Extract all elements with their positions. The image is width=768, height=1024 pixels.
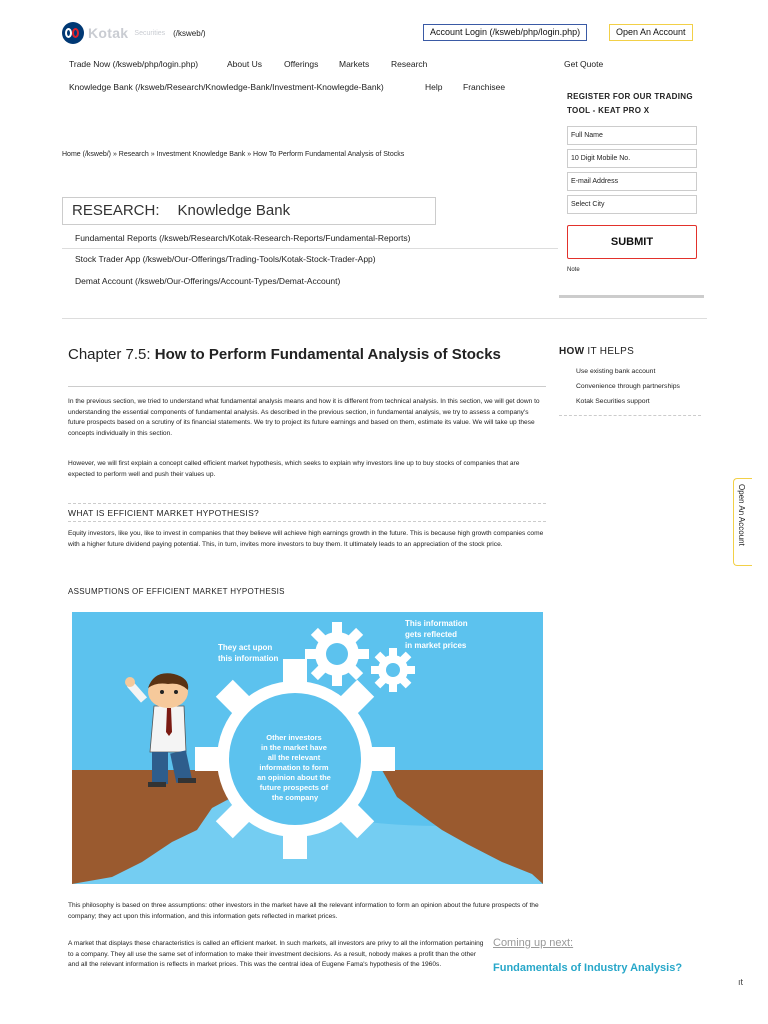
sublink-fundamental-reports[interactable]: Fundamental Reports (/ksweb/Research/Kotak-Research-Reports/Fundamental-Reports) (75, 233, 411, 243)
paragraph-emh: Equity investors, like you, like to invest in companies that they believe will achieve high earnings growth in the future. This is because high growth companies come with a higher future dividend paying potential. This, in turn, invites more investors to buy them. It ultimately leads to an appreciation of the stock price. (68, 530, 544, 548)
form-note: Note (567, 267, 580, 273)
breadcrumb[interactable]: Home (/ksweb/) » Research » Investment Knowledge Bank » How To Perform Fundamental Analysis of Stocks (62, 151, 405, 158)
nav-research[interactable]: Research (391, 59, 428, 69)
heading-assumptions: ASSUMPTIONS OF EFFICIENT MARKET HYPOTHESIS (68, 587, 285, 596)
mobile-field[interactable]: 10 Digit Mobile No. (567, 149, 697, 168)
open-account-side-tab[interactable] (733, 478, 752, 566)
divider (559, 415, 701, 416)
page-title (68, 345, 538, 364)
chapter-title: How to Perform Fundamental Analysis of Stocks (150, 346, 501, 363)
label-center-line: Other investors (266, 733, 322, 742)
nav-offerings[interactable]: Offerings (284, 59, 319, 69)
label-right-line: This information (405, 619, 468, 628)
label-right-line: in market prices (405, 641, 467, 650)
label-center-line: information to form (259, 763, 329, 772)
kotak-logo-icon (62, 22, 84, 44)
help-item-bank[interactable]: Use existing bank account (576, 368, 656, 375)
label-center-line: in the market have (261, 743, 327, 752)
scroll-glyph: ıt (738, 977, 744, 987)
research-section: Knowledge Bank (177, 202, 291, 219)
paragraph-intro: In the previous section, we tried to understand what fundamental analysis means and how it is different from technical analysis. In this section, we will get down to understanding the essential components of fundamental analysis. As described in the previous section, in fundamental analysis, we try to assess a company's future prospects based on a scrutiny of its financial statements. We try to project its future earnings and based on them, estimate its value. We will take up these concepts individually in this section. (68, 398, 540, 437)
full-name-field[interactable]: Full Name (567, 126, 697, 145)
divider (68, 521, 546, 522)
logo-text: Kotak (88, 25, 129, 41)
sublink-stock-trader-app[interactable]: Stock Trader App (/ksweb/Our-Offerings/Trading-Tools/Kotak-Stock-Trader-App) (75, 254, 376, 264)
title-underline (68, 386, 546, 387)
label-left-line: this information (218, 654, 279, 663)
nav-help[interactable]: Help (425, 82, 443, 92)
label-center-line: an opinion about the (257, 773, 331, 782)
divider (68, 503, 546, 504)
email-field[interactable]: E-mail Address (567, 172, 697, 191)
small-gear-icon (305, 622, 369, 686)
divider (62, 248, 558, 249)
coming-up-label: Coming up next: (493, 937, 574, 949)
chapter-number: Chapter 7.5: (68, 346, 151, 363)
account-login-button[interactable]: Account Login (/ksweb/php/login.php) (423, 24, 587, 41)
paragraph-emh-intro: However, we will first explain a concept called efficient market hypothesis, which seeks to explain why investors line up to buy stocks of companies that are expected to perform well and push their values up. (68, 460, 520, 478)
label-center-line: all the relevant (267, 753, 321, 762)
illustration-label-center (257, 733, 333, 802)
how-it-helps-title (559, 346, 634, 357)
heading-emh: WHAT IS EFFICIENT MARKET HYPOTHESIS? (68, 508, 260, 518)
how-rest: IT HELPS (584, 346, 635, 357)
logo-sub: Securities (134, 29, 166, 37)
paragraph-efficient-market: A market that displays these characteristics is called an efficient market. In such markets, all investors are privy to all the information pertaining to a company. They all use the same set of information to make their investment decisions. As a result, nobody makes a profit than the other and all the relevant information is reflects in market prices. This was the central idea of Eugene Fama's hypothesis of the 1960s. (68, 940, 484, 968)
home-link[interactable]: (/ksweb/) (173, 28, 206, 38)
nav-markets[interactable]: Markets (339, 59, 370, 69)
sublink-demat-account[interactable]: Demat Account (/ksweb/Our-Offerings/Account-Types/Demat-Account) (75, 276, 341, 286)
submit-button[interactable]: SUBMIT (567, 225, 697, 259)
help-item-partnerships[interactable]: Convenience through partnerships (576, 383, 680, 390)
city-select[interactable]: Select City (567, 195, 697, 214)
label-center-line: the company (271, 793, 319, 802)
paragraph-assumptions: This philosophy is based on three assumptions: other investors in the market have all the relevant information to form an opinion about the future prospects of the company; they act upon this information, and this information gets reflected in market prices. (68, 902, 539, 920)
research-label: RESEARCH: (72, 202, 160, 219)
nav-about-us[interactable]: About Us (227, 59, 262, 69)
nav-knowledge-bank[interactable]: Knowledge Bank (/ksweb/Research/Knowledge-Bank/Investment-Knowlegde-Bank) (69, 82, 384, 92)
nav-franchisee[interactable]: Franchisee (463, 82, 506, 92)
research-header (62, 197, 436, 225)
nav-trade-now[interactable]: Trade Now (/ksweb/php/login.php) (69, 59, 199, 69)
next-article-link[interactable]: Fundamentals of Industry Analysis? (493, 962, 683, 974)
label-left-line: They act upon (218, 643, 273, 652)
how-bold: HOW (559, 346, 585, 357)
form-title: REGISTER FOR OUR TRADING TOOL - KEAT PRO X (567, 92, 693, 115)
nav-get-quote[interactable]: Get Quote (564, 59, 604, 69)
tiny-gear-icon (371, 648, 415, 692)
emh-illustration (72, 612, 543, 884)
side-tab-label: Open An Account (737, 484, 746, 546)
divider (62, 318, 707, 319)
form-divider (559, 295, 704, 298)
help-item-support[interactable]: Kotak Securities support (576, 398, 650, 405)
open-account-button[interactable]: Open An Account (609, 24, 693, 41)
label-center-line: future prospects of (259, 783, 329, 792)
label-right-line: gets reflected (405, 630, 458, 639)
brand-logo[interactable] (62, 22, 206, 44)
